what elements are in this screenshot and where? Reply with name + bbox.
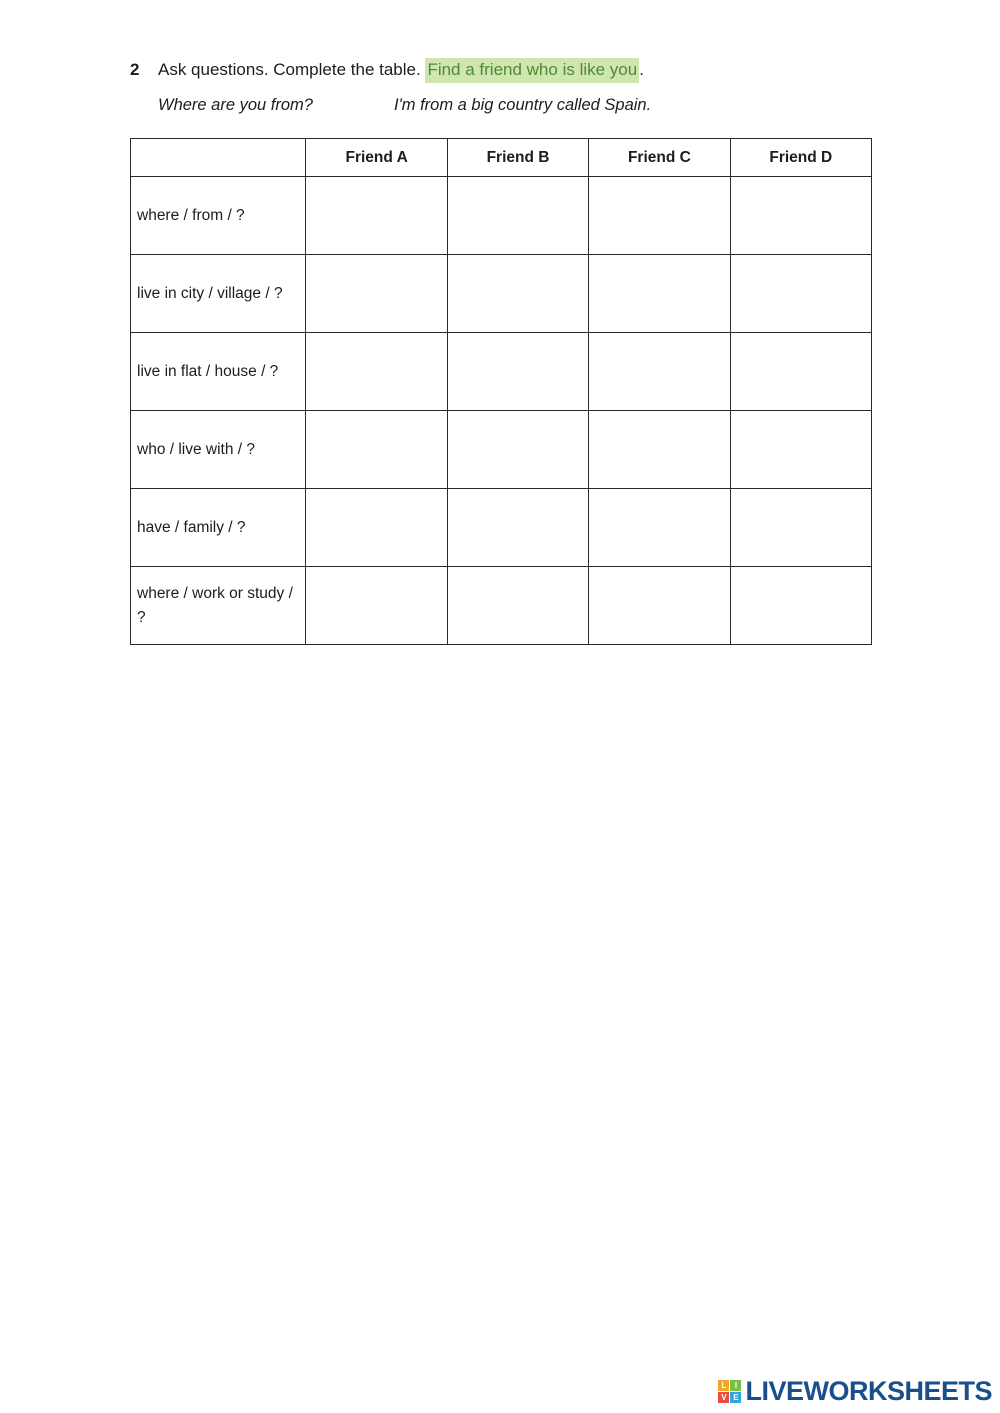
row-label: who / live with / ?	[131, 411, 306, 489]
table-row	[131, 489, 872, 567]
header-friend-b: Friend B	[447, 139, 588, 177]
logo-letter: E	[730, 1392, 741, 1403]
header-friend-c: Friend C	[589, 139, 730, 177]
survey-table	[130, 138, 872, 645]
logo-letter: I	[730, 1380, 741, 1391]
table-row	[131, 411, 872, 489]
table-row	[131, 255, 872, 333]
row-label: have / family / ?	[131, 489, 306, 567]
exercise-instruction	[130, 58, 644, 82]
row-label: where / from / ?	[131, 177, 306, 255]
example-question: Where are you from?	[158, 96, 313, 114]
answer-cell[interactable]	[306, 333, 447, 411]
answer-cell[interactable]	[306, 411, 447, 489]
liveworksheets-brand	[718, 1376, 992, 1407]
header-friend-a: Friend A	[306, 139, 447, 177]
exercise-number: 2	[130, 60, 140, 79]
instruction-period: .	[639, 60, 644, 79]
answer-cell[interactable]	[306, 567, 447, 645]
answer-cell[interactable]	[589, 411, 730, 489]
example-answer: I'm from a big country called Spain.	[394, 96, 652, 114]
answer-cell[interactable]	[589, 177, 730, 255]
answer-cell[interactable]	[447, 489, 588, 567]
answer-cell[interactable]	[447, 567, 588, 645]
header-friend-d: Friend D	[730, 139, 871, 177]
table-row	[131, 177, 872, 255]
answer-cell[interactable]	[589, 489, 730, 567]
answer-cell[interactable]	[730, 489, 871, 567]
answer-cell[interactable]	[730, 177, 871, 255]
highlighted-instruction: Find a friend who is like you	[425, 58, 639, 83]
answer-cell[interactable]	[730, 255, 871, 333]
table-row	[131, 333, 872, 411]
answer-cell[interactable]	[589, 333, 730, 411]
answer-cell[interactable]	[589, 567, 730, 645]
answer-cell[interactable]	[447, 411, 588, 489]
table-header-row	[131, 139, 872, 177]
answer-cell[interactable]	[730, 411, 871, 489]
liveworksheets-logo-icon	[718, 1380, 741, 1403]
instruction-text: Ask questions. Complete the table.	[158, 60, 421, 79]
answer-cell[interactable]	[589, 255, 730, 333]
logo-letter: L	[718, 1380, 729, 1391]
answer-cell[interactable]	[447, 177, 588, 255]
row-label: live in flat / house / ?	[131, 333, 306, 411]
answer-cell[interactable]	[730, 333, 871, 411]
answer-cell[interactable]	[306, 177, 447, 255]
answer-cell[interactable]	[306, 255, 447, 333]
row-label: where / work or study / ?	[131, 567, 306, 645]
answer-cell[interactable]	[447, 255, 588, 333]
corner-cell	[131, 139, 306, 177]
brand-name: LIVEWORKSHEETS	[745, 1376, 992, 1406]
answer-cell[interactable]	[730, 567, 871, 645]
answer-cell[interactable]	[306, 489, 447, 567]
logo-letter: V	[718, 1392, 729, 1403]
answer-cell[interactable]	[447, 333, 588, 411]
row-label: live in city / village / ?	[131, 255, 306, 333]
table-row	[131, 567, 872, 645]
